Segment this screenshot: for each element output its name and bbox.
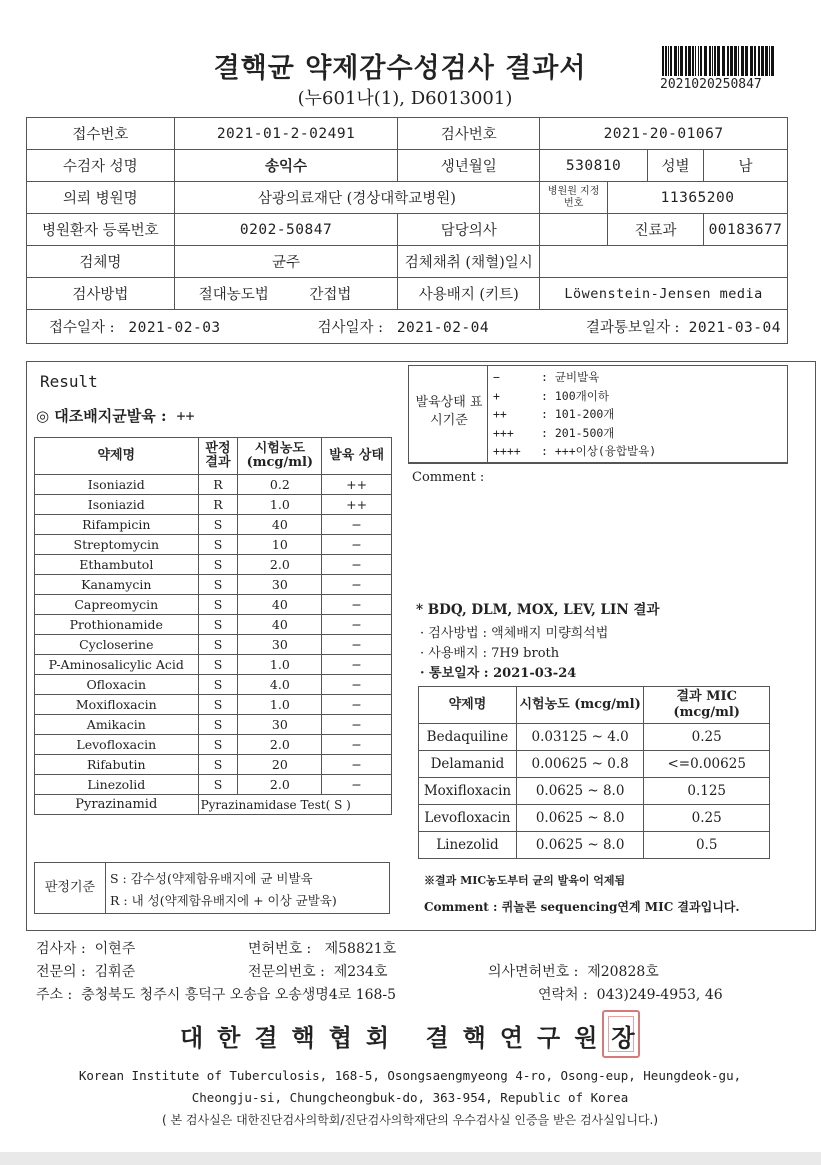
specialist-no-value: 제234호	[333, 964, 388, 980]
table-row	[35, 515, 392, 535]
specimen: 균주	[174, 246, 398, 278]
legend-symbol: +	[493, 388, 500, 403]
table-row	[35, 575, 392, 595]
bdq-medium: · 사용배지 : 7H9 broth	[420, 646, 560, 661]
mic-test-conc: 0.03125 ~ 4.0	[516, 724, 643, 751]
test-conc: 0.2	[238, 475, 322, 495]
tested-date: 2021-02-04	[396, 320, 490, 336]
table-row	[419, 724, 770, 751]
judge-result: S	[198, 535, 238, 555]
hospital-name: 삼광의료재단 (경상대학교병원)	[174, 182, 539, 214]
table-row	[419, 778, 770, 805]
drug-name: Ethambutol	[35, 555, 199, 575]
judge-result: R	[198, 475, 238, 495]
dob: 530810	[540, 150, 648, 182]
growth-status: −	[322, 615, 392, 635]
drug-name: Isoniazid	[35, 475, 199, 495]
test-conc: 1.0	[238, 655, 322, 675]
contact	[538, 984, 723, 1004]
bdq-title: * BDQ, DLM, MOX, LEV, LIN 결과	[416, 602, 660, 618]
medium-label: 사용배지 (키트)	[398, 278, 540, 310]
hospital-label: 의뢰 병원명	[27, 182, 175, 214]
specialist-no	[248, 961, 387, 981]
patient-reg-label: 병원환자 등록번호	[27, 214, 175, 246]
organization-name: 대한결핵협회 결핵연구원	[180, 1023, 612, 1052]
control-growth-value: ++	[176, 407, 195, 425]
specialist-no-label: 전문의번호 :	[248, 964, 325, 980]
criteria-s: S : 감수성(약제함유배지에 균 비발육	[110, 871, 313, 886]
inspector-label: 검사자 :	[36, 941, 86, 957]
legend-row	[493, 442, 656, 461]
growth-status: −	[322, 735, 392, 755]
test-conc: 1.0	[238, 695, 322, 715]
table-row	[35, 535, 392, 555]
mic-comment: Comment : 퀴놀론 sequencing연계 MIC 결과입니다.	[424, 900, 740, 914]
judge-result: S	[198, 615, 238, 635]
certification-note: ( 본 검사실은 대한진단검사의학회/진단검사의학재단의 우수검사실 인증을 받은 검사실입니다.)	[161, 1113, 658, 1127]
table-row	[419, 751, 770, 778]
drug-name: Rifampicin	[35, 515, 199, 535]
mic-result: 0.25	[644, 805, 770, 832]
test-conc: 20	[238, 755, 322, 775]
barcode-number: 2021020250847	[660, 77, 762, 92]
name-label: 수검자 성명	[27, 150, 175, 182]
contact-label: 연락처 :	[538, 987, 588, 1003]
legend-row	[493, 424, 656, 443]
method-value	[174, 278, 398, 310]
address-label: 주소 :	[36, 987, 73, 1003]
table-row	[35, 695, 392, 715]
judge-result: S	[198, 655, 238, 675]
legend-row	[493, 405, 656, 424]
specialist	[36, 961, 135, 981]
legend-symbol: ++	[493, 407, 507, 421]
mic-drug-header: 약제명	[419, 687, 517, 724]
growth-status: ++	[322, 495, 392, 515]
test-conc: 40	[238, 515, 322, 535]
judge-result: S	[198, 575, 238, 595]
legend-row	[493, 368, 656, 387]
test-conc: 2.0	[238, 555, 322, 575]
judge-result: S	[198, 735, 238, 755]
hospital-code-label: 병원원 지정번호	[540, 182, 608, 214]
dept-label: 진료과	[608, 214, 704, 246]
test-conc: 30	[238, 575, 322, 595]
judge-result: S	[198, 695, 238, 715]
judgement-criteria	[34, 862, 390, 914]
table-row	[35, 615, 392, 635]
table-row	[35, 775, 392, 795]
drug-name: Cycloserine	[35, 635, 199, 655]
doctor-value	[540, 214, 608, 246]
growth-status: −	[322, 675, 392, 695]
growth-status: −	[322, 515, 392, 535]
patient-info-table	[26, 117, 788, 344]
dob-label: 생년월일	[398, 150, 540, 182]
mic-test-conc: 0.00625 ~ 0.8	[516, 751, 643, 778]
patient-reg: 0202-50847	[174, 214, 398, 246]
judge-result: S	[198, 595, 238, 615]
growth-status: −	[322, 555, 392, 575]
test-conc: 2.0	[238, 735, 322, 755]
judge-result: S	[198, 635, 238, 655]
judge-result: S	[198, 715, 238, 735]
test-conc: 2.0	[238, 775, 322, 795]
table-row	[35, 555, 392, 575]
inspector	[36, 938, 135, 958]
growth-status: −	[322, 575, 392, 595]
drug-name: P-Aminosalicylic Acid	[35, 655, 199, 675]
mic-drug-name: Levofloxacin	[419, 805, 517, 832]
table-row	[35, 735, 392, 755]
sex-label: 성별	[648, 150, 704, 182]
test-conc: 4.0	[238, 675, 322, 695]
mic-drug-name: Bedaquiline	[419, 724, 517, 751]
table-row	[35, 715, 392, 735]
table-row	[35, 655, 392, 675]
received-date-group	[49, 316, 221, 337]
dept-value: 00183677	[703, 214, 787, 246]
patient-name: 송익수	[174, 150, 398, 182]
table-row	[419, 805, 770, 832]
mic-test-conc: 0.0625 ~ 8.0	[516, 832, 643, 859]
pza-value: Pyrazinamidase Test( S )	[198, 795, 391, 815]
judge-result: S	[198, 775, 238, 795]
reported-date: 2021-03-04	[688, 320, 781, 336]
method-indirect: 간접법	[309, 287, 352, 303]
conc-col-header: 시험농도 (mcg/ml)	[238, 438, 322, 475]
drug-col-header: 약제명	[35, 438, 199, 475]
control-growth-label: ◎ 대조배지균발육 :	[36, 407, 167, 425]
legend-symbol: +++	[493, 425, 514, 440]
test-no: 2021-20-01067	[540, 118, 788, 150]
growth-status: −	[322, 755, 392, 775]
legend-desc: : 201-500개	[541, 425, 615, 440]
tested-label: 검사일자 :	[317, 320, 383, 336]
judge-result: R	[198, 495, 238, 515]
collection-label: 검체채취 (채혈)일시	[398, 246, 540, 278]
growth-status: −	[322, 635, 392, 655]
criteria-r: R : 내 성(약제함유배지에 + 이상 균발육)	[110, 893, 337, 908]
test-no-label: 검사번호	[398, 118, 540, 150]
sex: 남	[703, 150, 787, 182]
doctor-license-no: 제20828호	[587, 964, 659, 980]
table-row	[419, 832, 770, 859]
mic-test-conc: 0.0625 ~ 8.0	[516, 778, 643, 805]
drug-name: Streptomycin	[35, 535, 199, 555]
judge-result: S	[198, 515, 238, 535]
address-value: 충청북도 청주시 흥덕구 오송읍 오송생명4로 168-5	[81, 987, 397, 1003]
bdq-method: · 검사방법 : 액체배지 미량희석법	[420, 626, 609, 641]
receipt-no: 2021-01-2-02491	[174, 118, 398, 150]
contact-value: 043)249-4953, 46	[596, 987, 723, 1003]
criteria-label: 판정기준	[35, 863, 106, 913]
legend-divider	[487, 366, 488, 464]
table-row	[35, 475, 392, 495]
growth-status: −	[322, 595, 392, 615]
receipt-no-label: 접수번호	[27, 118, 175, 150]
collection-value	[540, 246, 788, 278]
judge-result: S	[198, 555, 238, 575]
drug-name: Isoniazid	[35, 495, 199, 515]
doctor-license	[488, 961, 659, 981]
drug-name: Kanamycin	[35, 575, 199, 595]
drug-name: Levofloxacin	[35, 735, 199, 755]
mic-result: 0.5	[644, 832, 770, 859]
comment-divider	[408, 463, 788, 464]
growth-status: −	[322, 715, 392, 735]
legend-rows	[493, 368, 656, 461]
table-row	[35, 635, 392, 655]
growth-legend	[408, 365, 788, 463]
inspector-name: 이현주	[94, 941, 136, 957]
growth-status: ++	[322, 475, 392, 495]
test-conc: 30	[238, 715, 322, 735]
drug-name: Capreomycin	[35, 595, 199, 615]
growth-status: −	[322, 655, 392, 675]
mic-table	[418, 686, 770, 859]
tested-date-group	[317, 316, 489, 337]
legend-desc: : 101-200개	[541, 407, 615, 421]
growth-col-header: 발육 상태	[322, 438, 392, 475]
legend-symbol: −	[493, 370, 500, 384]
result-label: Result	[40, 372, 98, 391]
legend-desc: : +++이상(융합발육)	[541, 444, 657, 458]
legend-desc: : 100개이하	[541, 388, 609, 403]
report-title: 결핵균 약제감수성검사 결과서	[213, 53, 587, 84]
mic-test-conc: 0.0625 ~ 8.0	[516, 805, 643, 832]
mic-drug-name: Delamanid	[419, 751, 517, 778]
table-row	[35, 595, 392, 615]
test-conc: 10	[238, 535, 322, 555]
legend-symbol: ++++	[493, 444, 521, 458]
medium-value: Löwenstein-Jensen media	[540, 278, 788, 310]
received-label: 접수일자 :	[49, 320, 115, 336]
legend-desc: : 균비발육	[541, 370, 600, 384]
table-row	[35, 495, 392, 515]
license	[248, 938, 396, 958]
drug-name: Prothionamide	[35, 615, 199, 635]
drug-name: Amikacin	[35, 715, 199, 735]
address	[36, 984, 396, 1004]
method-absolute: 절대농도법	[198, 287, 269, 303]
seal-char: 장	[611, 1023, 635, 1052]
specialist-name: 김휘준	[94, 964, 136, 980]
reported-date-group	[586, 316, 781, 337]
legend-label: 발육상태 표시기준	[415, 395, 483, 428]
bottom-bar	[0, 1152, 821, 1165]
method-label: 검사방법	[27, 278, 175, 310]
received-date: 2021-02-03	[128, 320, 221, 336]
english-address-1: Korean Institute of Tuberculosis, 168-5, Osongsaengmyeong 4-ro, Osong-eup, Heungdeok-gu,	[78, 1068, 742, 1083]
bdq-report-date: · 통보일자 : 2021-03-24	[420, 666, 577, 681]
growth-status: −	[322, 535, 392, 555]
specimen-label: 검체명	[27, 246, 175, 278]
hospital-code: 11365200	[608, 182, 788, 214]
judge-result: S	[198, 675, 238, 695]
english-address-2: Cheongju-si, Chungcheongbuk-do, 363-954, Republic of Korea	[191, 1090, 629, 1105]
mic-result: 0.25	[644, 724, 770, 751]
mic-drug-name: Moxifloxacin	[419, 778, 517, 805]
test-conc: 40	[238, 615, 322, 635]
mic-drug-name: Linezolid	[419, 832, 517, 859]
mic-note: ※결과 MIC농도부터 균의 발육이 억제됨	[424, 874, 626, 887]
drug-result-table	[34, 437, 392, 815]
reported-label: 결과통보일자 :	[585, 320, 680, 336]
legend-row	[493, 387, 656, 406]
mic-result-header: 결과 MIC (mcg/ml)	[644, 687, 770, 724]
mic-result: <=0.00625	[644, 751, 770, 778]
table-row	[35, 675, 392, 695]
growth-status: −	[322, 775, 392, 795]
dates-row	[27, 310, 788, 344]
growth-status: −	[322, 695, 392, 715]
doctor-label: 담당의사	[398, 214, 540, 246]
doctor-license-label: 의사면허번호 :	[488, 964, 579, 980]
table-row	[35, 755, 392, 775]
barcode-icon	[662, 46, 774, 76]
license-no: 제58821호	[324, 941, 397, 957]
test-conc: 1.0	[238, 495, 322, 515]
test-conc: 30	[238, 635, 322, 655]
drug-name: Moxifloxacin	[35, 695, 199, 715]
drug-name: Linezolid	[35, 775, 199, 795]
control-growth	[36, 405, 195, 426]
judge-result: S	[198, 755, 238, 775]
judge-col-header: 판정 결과	[198, 438, 238, 475]
test-conc: 40	[238, 595, 322, 615]
mic-result: 0.125	[644, 778, 770, 805]
license-label: 면허번호 :	[248, 941, 312, 957]
drug-name: Rifabutin	[35, 755, 199, 775]
report-subtitle: (누601나(1), D6013001)	[297, 88, 513, 109]
pza-name: Pyrazinamid	[35, 795, 199, 815]
comment-label: Comment :	[412, 470, 485, 485]
specialist-label: 전문의 :	[36, 964, 86, 980]
drug-name: Ofloxacin	[35, 675, 199, 695]
mic-conc-header: 시험농도 (mcg/ml)	[516, 687, 643, 724]
